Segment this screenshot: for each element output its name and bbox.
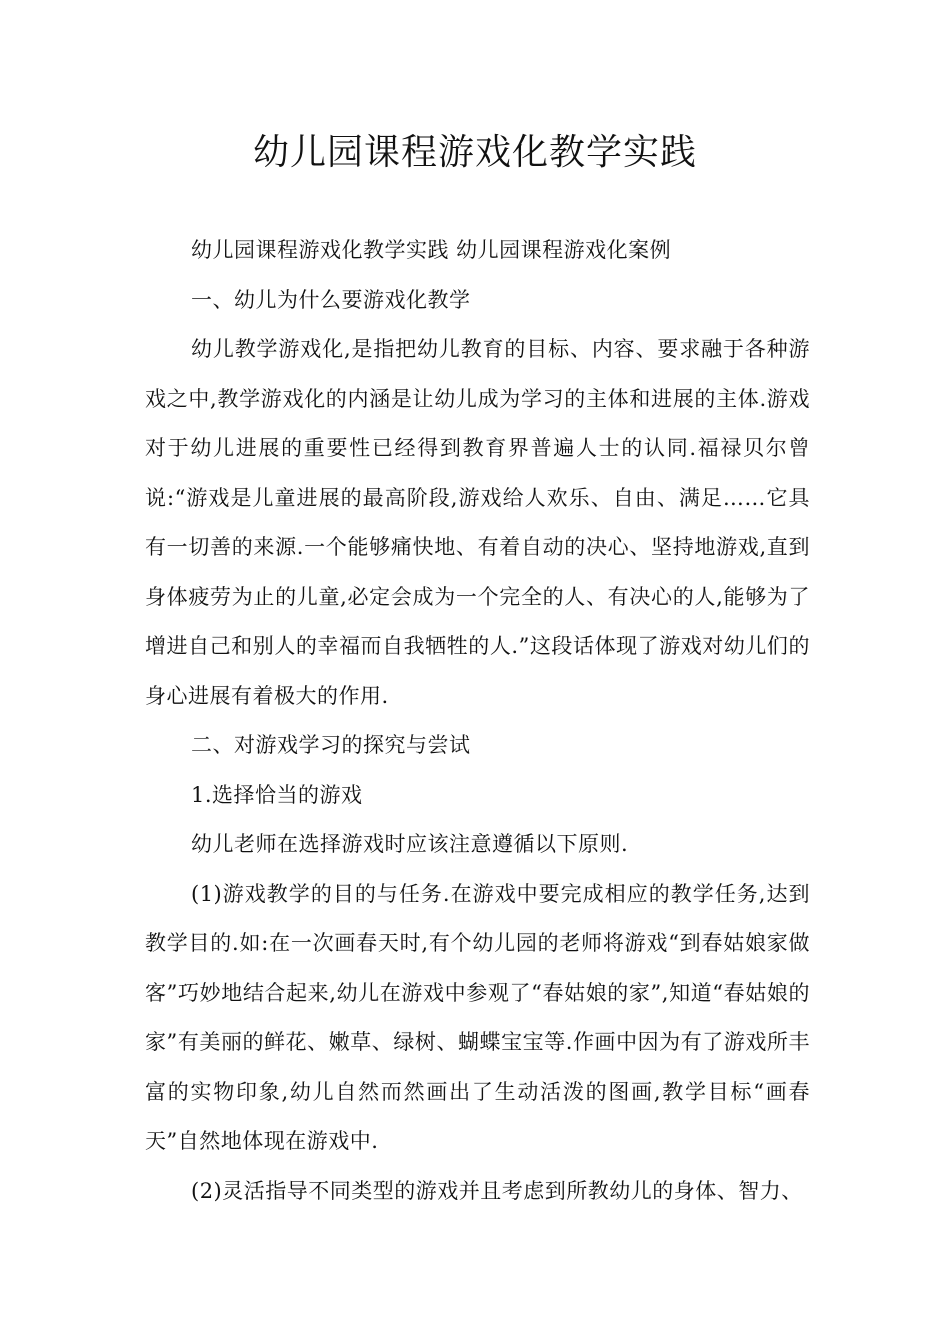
paragraph-principle-2: (2)灵活指导不同类型的游戏并且考虑到所教幼儿的身体、智力、	[191, 1178, 803, 1203]
paragraph-intro: 幼儿教学游戏化,是指把幼儿教育的目标、内容、要求融于各种游戏之中,教学游戏化的内涵是让幼儿成为学习的主体和进展的主体.游戏对于幼儿进展的重要性已经得到教育界普遍人士的认同.福禄贝尔曾说:“游戏是儿童进展的最高阶段,游戏给人欢乐、自由、满足……它具有一切善的来源.一个能够痛快地、有着自动的决心、坚持地游戏,直到身体疲劳为止的儿童,必定会成为一个完全的人、有决心的人,能够为了增进自己和别人的幸福而自我牺牲的人.”这段话体现了游戏对幼儿们的身心进展有着极大的作用.	[145, 337, 810, 708]
document-title: 幼儿园课程游戏化教学实践	[252, 132, 697, 173]
paragraph-principle-1: (1)游戏教学的目的与任务.在游戏中要完成相应的教学任务,达到教学目的.如:在一次画春天时,有个幼儿园的老师将游戏“到春姑娘家做客”巧妙地结合起来,幼儿在游戏中参观了“春姑娘的家”,知道“春姑娘的家”有美丽的鲜花、嫩草、绿树、蝴蝶宝宝等.作画中因为有了游戏所丰富的实物印象,幼儿自然而然画出了生动活泼的图画,教学目标“画春天”自然地体现在游戏中.	[145, 881, 810, 1153]
heading-subsection-1: 1.选择恰当的游戏	[191, 782, 363, 807]
document-body	[145, 226, 810, 1216]
paragraph-principles: 幼儿老师在选择游戏时应该注意遵循以下原则.	[191, 832, 629, 856]
paragraph-subtitle: 幼儿园课程游戏化教学实践 幼儿园课程游戏化案例	[191, 238, 672, 262]
heading-section-2: 二、对游戏学习的探究与尝试	[191, 733, 471, 757]
heading-section-1: 一、幼儿为什么要游戏化教学	[191, 287, 471, 312]
